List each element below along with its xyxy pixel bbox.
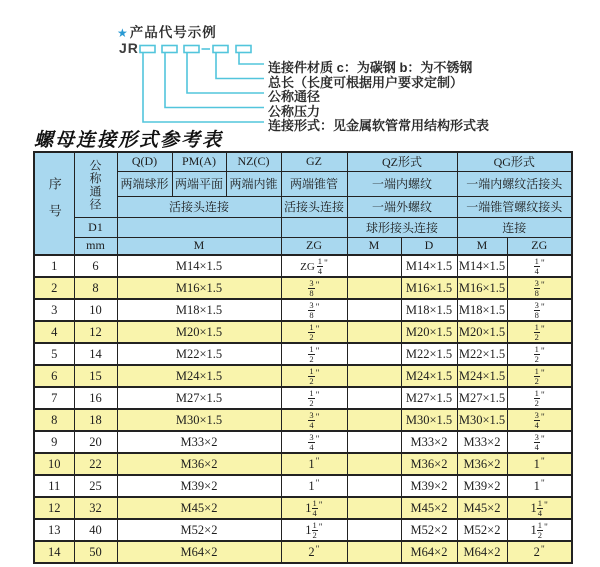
header-gz-unit: ZG [281,237,347,255]
gz-zg-cell: $\frac{3}{8}$ " [281,277,347,299]
qz-d-cell: M52×2 [401,519,457,541]
table-row [34,299,572,321]
qz-d-cell: M20×1.5 [401,321,457,343]
callout-label: 公称压力 [268,103,321,119]
header-gz-code: GZ [281,152,347,171]
table-row [34,497,572,519]
m-thread-cell: M39×2 [117,475,281,497]
qg-zg-cell: $\frac{1}{4}$ " [507,255,572,277]
m-thread-cell: M20×1.5 [117,321,281,343]
gz-zg-cell: $\frac{3}{4}$ " [281,409,347,431]
qz-m-cell [347,431,401,453]
qg-zg-cell: $\frac{3}{8}$ " [507,277,572,299]
qg-zg-cell: $\frac{3}{4}$ " [507,409,572,431]
header-qg-unit-m: M [457,237,507,255]
header-pm-code: PM(A) [172,152,226,171]
qz-m-cell [347,255,401,277]
code-prefix: JR [119,40,139,56]
m-thread-cell: M33×2 [117,431,281,453]
qg-m-cell: M52×2 [457,519,507,541]
table-row [34,431,572,453]
gz-zg-cell: 1 $\frac{1}{4}$ " [281,497,347,519]
product-code-example-title [117,21,217,41]
gz-zg-cell: $\frac{1}{2}$ " [281,387,347,409]
m-thread-cell: M16×1.5 [117,277,281,299]
header-qz-unit-d: D [401,237,457,255]
callout-line [216,53,264,79]
header-nz-code: NZ(C) [226,152,281,171]
qg-zg-cell: 1" [507,453,572,475]
gz-zg-cell: $\frac{1}{2}$ " [281,365,347,387]
seq-cell: 13 [34,519,74,541]
product-code-example-label: 产品代号示例 [129,25,217,40]
mm-cell: 32 [74,497,117,519]
mm-cell: 22 [74,453,117,475]
code-box [140,46,155,53]
qz-m-cell [347,343,401,365]
table-row [34,541,572,563]
qz-d-cell: M14×1.5 [401,255,457,277]
qg-m-cell: M20×1.5 [457,321,507,343]
mm-cell: 40 [74,519,117,541]
mm-cell: 12 [74,321,117,343]
qz-m-cell [347,387,401,409]
m-thread-cell: M30×1.5 [117,409,281,431]
table-row [34,387,572,409]
qz-d-cell: M18×1.5 [401,299,457,321]
header-nz-desc: 两端内锥 [226,171,281,196]
qz-d-cell: M24×1.5 [401,365,457,387]
table-row [34,409,572,431]
qz-m-cell [347,321,401,343]
gz-zg-cell: 2" [281,541,347,563]
qg-m-cell: M14×1.5 [457,255,507,277]
header-qg-connect: 连接 [457,217,572,237]
header-q-desc: 两端球形 [117,171,172,196]
qg-zg-cell: 1 $\frac{1}{2}$ " [507,519,572,541]
seq-cell: 14 [34,541,74,563]
seq-cell: 3 [34,299,74,321]
m-thread-cell: M18×1.5 [117,299,281,321]
header-union-connect: 活接头连接 [117,196,281,217]
qz-m-cell [347,299,401,321]
header-pm-desc: 两端平面 [172,171,226,196]
header-mm: mm [74,237,117,255]
qg-m-cell: M36×2 [457,453,507,475]
callout-label: 总长（长度可根据用户要求定制） [268,74,464,90]
gz-zg-cell: $\frac{3}{8}$ " [281,299,347,321]
header-qg-unit-zg: ZG [507,237,572,255]
callout-label: 连接件材质 c：为碳钢 b：为不锈钢 [268,60,473,75]
code-box [184,46,199,53]
qg-m-cell: M33×2 [457,431,507,453]
qg-m-cell: M45×2 [457,497,507,519]
seq-cell: 10 [34,453,74,475]
m-thread-cell: M52×2 [117,519,281,541]
m-thread-cell: M64×2 [117,541,281,563]
header-blank [117,217,281,237]
qg-zg-cell: $\frac{1}{2}$ " [507,343,572,365]
header-gz-connect: 活接头连接 [281,196,347,217]
callout-line [165,53,264,108]
qg-m-cell: M22×1.5 [457,343,507,365]
seq-cell: 8 [34,409,74,431]
table-row [34,365,572,387]
gz-zg-cell: $\frac{1}{2}$ " [281,343,347,365]
mm-cell: 14 [74,343,117,365]
seq-cell: 5 [34,343,74,365]
qg-zg-cell: $\frac{1}{2}$ " [507,387,572,409]
table-title: 螺母连接形式参考表 [34,130,224,151]
table-row [34,519,572,541]
header-qg-code: QG形式 [457,152,572,171]
seq-cell: 9 [34,431,74,453]
table-row [34,475,572,497]
table-row [34,255,572,277]
header-qz-desc2: 一端外螺纹 [347,196,457,217]
m-thread-cell: M36×2 [117,453,281,475]
header-q-code: Q(D) [117,152,172,171]
qz-m-cell [347,497,401,519]
code-box [162,46,177,53]
qg-m-cell: M18×1.5 [457,299,507,321]
qz-m-cell [347,519,401,541]
header-qg-desc: 一端内螺纹活接头 [457,171,572,196]
qz-m-cell [347,475,401,497]
nut-connection-reference-table [33,151,573,564]
header-qz-code: QZ形式 [347,152,457,171]
m-thread-cell: M14×1.5 [117,255,281,277]
seq-cell: 12 [34,497,74,519]
header-seq: 序号 [34,152,74,255]
callout-line [239,53,264,65]
header-qz-unit-m: M [347,237,401,255]
table-row [34,321,572,343]
qz-m-cell [347,541,401,563]
qg-m-cell: M64×2 [457,541,507,563]
callout-label: 连接形式：见金属软管常用结构形式表 [268,118,490,133]
seq-cell: 2 [34,277,74,299]
mm-cell: 25 [74,475,117,497]
qg-zg-cell: 1 $\frac{1}{4}$ " [507,497,572,519]
header-gz-desc: 两端锥管 [281,171,347,196]
qg-zg-cell: $\frac{3}{4}$ " [507,431,572,453]
header-nominal-diameter: 公称通径 [74,152,117,217]
gz-zg-cell: ZG $\frac{1}{4}$ " [281,255,347,277]
code-box [236,46,251,53]
qz-d-cell: M64×2 [401,541,457,563]
qg-zg-cell: $\frac{1}{2}$ " [507,321,572,343]
seq-cell: 7 [34,387,74,409]
star-icon: ★ [117,26,129,40]
m-thread-cell: M22×1.5 [117,343,281,365]
qz-m-cell [347,277,401,299]
qg-m-cell: M27×1.5 [457,387,507,409]
gz-zg-cell: $\frac{3}{4}$ " [281,431,347,453]
mm-cell: 15 [74,365,117,387]
qz-d-cell: M45×2 [401,497,457,519]
seq-cell: 1 [34,255,74,277]
mm-cell: 10 [74,299,117,321]
qz-m-cell [347,453,401,475]
seq-cell: 11 [34,475,74,497]
mm-cell: 8 [74,277,117,299]
gz-zg-cell: 1 $\frac{1}{2}$ " [281,519,347,541]
m-thread-cell: M45×2 [117,497,281,519]
header-blank [281,217,347,237]
m-thread-cell: M24×1.5 [117,365,281,387]
callout-line [187,53,264,94]
callout-line [143,53,264,123]
qz-m-cell [347,365,401,387]
qg-m-cell: M30×1.5 [457,409,507,431]
qg-m-cell: M24×1.5 [457,365,507,387]
gz-zg-cell: 1" [281,453,347,475]
mm-cell: 18 [74,409,117,431]
qz-d-cell: M22×1.5 [401,343,457,365]
mm-cell: 6 [74,255,117,277]
qz-d-cell: M33×2 [401,431,457,453]
qz-d-cell: M36×2 [401,453,457,475]
qg-zg-cell: $\frac{3}{8}$ " [507,299,572,321]
header-m-unit: M [117,237,281,255]
qz-m-cell [347,409,401,431]
qg-zg-cell: 2" [507,541,572,563]
gz-zg-cell: $\frac{1}{2}$ " [281,321,347,343]
m-thread-cell: M27×1.5 [117,387,281,409]
seq-cell: 6 [34,365,74,387]
callout-label: 公称通径 [268,89,321,104]
mm-cell: 50 [74,541,117,563]
code-box [213,46,228,53]
qg-m-cell: M16×1.5 [457,277,507,299]
qz-d-cell: M27×1.5 [401,387,457,409]
seq-cell: 4 [34,321,74,343]
mm-cell: 16 [74,387,117,409]
header-qz-desc: 一端内螺纹 [347,171,457,196]
header-d1: D1 [74,217,117,237]
gz-zg-cell: 1" [281,475,347,497]
qg-zg-cell: 1" [507,475,572,497]
table-row [34,343,572,365]
qz-d-cell: M30×1.5 [401,409,457,431]
mm-cell: 20 [74,431,117,453]
table-row [34,453,572,475]
qz-d-cell: M16×1.5 [401,277,457,299]
table-row [34,277,572,299]
qz-d-cell: M39×2 [401,475,457,497]
qg-m-cell: M39×2 [457,475,507,497]
header-qg-desc2: 一端锥管螺纹接头 [457,196,572,217]
header-qz-connect: 球形接头连接 [347,217,457,237]
qg-zg-cell: $\frac{1}{2}$ " [507,365,572,387]
